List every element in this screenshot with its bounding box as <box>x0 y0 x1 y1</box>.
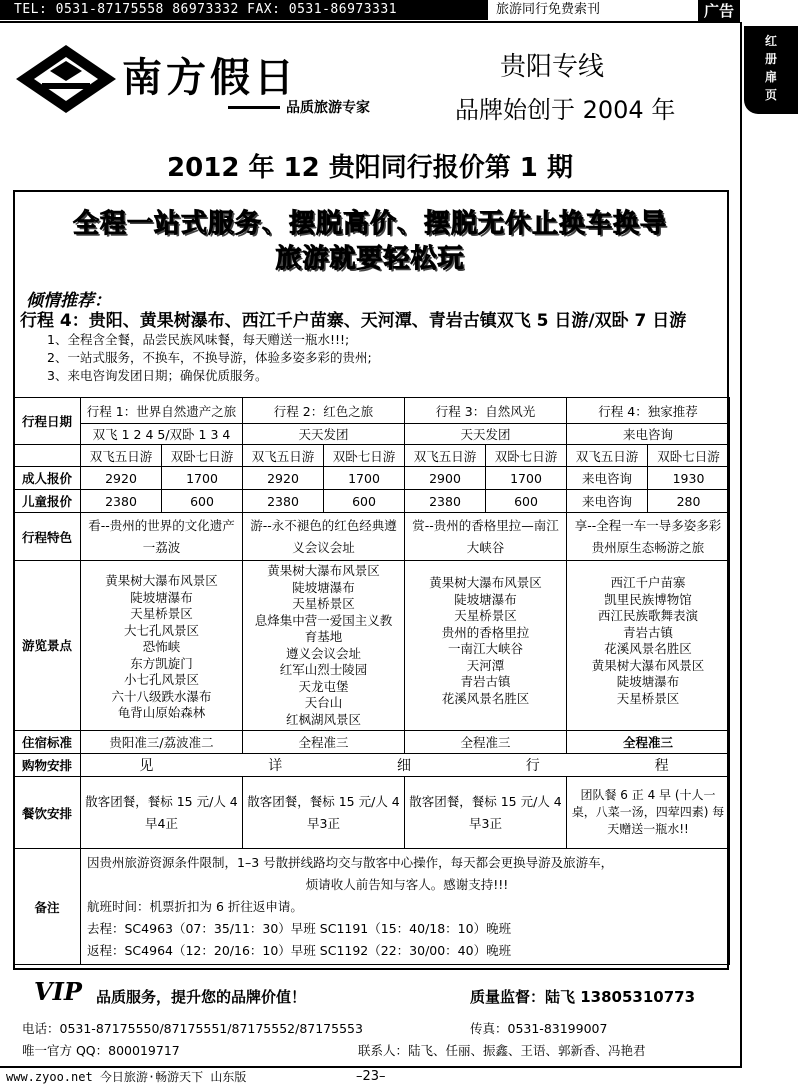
feature-cell: 看--贵州的世界的文化遗产一荔波 <box>81 513 243 561</box>
hotel-cell: 全程准三 <box>567 731 730 754</box>
price-cell: 2380 <box>81 490 162 513</box>
spot-item: 陡坡塘瀑布 <box>454 591 517 607</box>
table-row <box>14 849 730 965</box>
side-tab <box>744 26 798 114</box>
shopping-word: 细 <box>396 758 413 774</box>
spot-item: 红枫湖风景区 <box>285 711 361 727</box>
tagline-rule <box>228 106 280 109</box>
spot-item: 天星桥景区 <box>292 596 355 611</box>
route-departure: 天天发团 <box>243 424 405 445</box>
spot-item: 凯里民族博物馆 <box>604 591 692 607</box>
subhead-cell: 双飞五日游 <box>243 445 324 467</box>
price-cell: 600 <box>162 490 243 513</box>
fax-number: 传真：0531-83199007 <box>470 1021 608 1036</box>
meal-cell: 散客团餐，餐标 15 元/人 4早3正 <box>405 777 567 849</box>
subhead-cell: 双卧七日游 <box>324 445 405 467</box>
hotel-cell: 全程准三 <box>405 731 567 754</box>
spot-item: 贵州的香格里拉 <box>441 624 530 640</box>
note-line: 航班时间：机票折扣为 6 折往返申请。 <box>87 898 303 914</box>
feature-cell: 赏--贵州的香格里拉—南江大峡谷 <box>405 513 567 561</box>
spot-item: 遵义会议会址 <box>285 645 361 661</box>
note-line: 烦请收人前告知与客人。感谢支持!!! <box>305 876 509 892</box>
route-name: 行程 1：世界自然遗产之旅 <box>81 398 243 424</box>
spot-item: 陡坡塘瀑布 <box>292 579 355 595</box>
table-row <box>14 731 730 754</box>
price-cell: 来电咨询 <box>567 490 648 513</box>
recommend-points <box>47 331 372 385</box>
spot-item: 黄果树大瀑布风景区 <box>429 575 542 590</box>
route-title: 贵阳专线 <box>500 52 605 82</box>
spot-item: 东方凯旋门 <box>130 655 193 671</box>
issue-title: 2012 年 12 贵阳同行报价第 1 期 <box>167 153 573 183</box>
meal-cell: 散客团餐，餐标 15 元/人 4早4正 <box>81 777 243 849</box>
row-header-schedule: 行程日期 <box>14 398 81 445</box>
site-footer: www.zyoo.net 今日旅游·畅游天下 山东版 <box>6 1070 247 1084</box>
price-cell: 1700 <box>486 467 567 490</box>
side-tab-char: 页 <box>764 88 777 102</box>
spot-item: 恐怖峡 <box>142 639 181 654</box>
quality-supervisor: 质量监督：陆飞 13805310773 <box>470 988 696 1006</box>
spot-item: 天龙屯堡 <box>298 678 349 694</box>
note-line: 因贵州旅游资源条件限制，1–3 号散拼线路均交与散客中心操作，每天都会更换导游及旅游车， <box>87 854 614 870</box>
spots-cell <box>81 561 243 731</box>
spot-item: 大七孔风景区 <box>123 622 199 638</box>
hotel-cell: 全程准三 <box>243 731 405 754</box>
side-tab-char: 扉 <box>764 70 777 84</box>
price-cell: 来电咨询 <box>567 467 648 490</box>
subhead-cell: 双飞五日游 <box>81 445 162 467</box>
recommend-title: 倾情推荐： <box>26 291 111 311</box>
price-cell: 2380 <box>405 490 486 513</box>
route-departure: 天天发团 <box>405 424 567 445</box>
shopping-word: 行 <box>525 758 542 774</box>
spot-item: 青岩古镇 <box>622 624 673 640</box>
subhead-cell: 双卧七日游 <box>162 445 243 467</box>
spot-item: 西江千户苗寨 <box>610 575 686 590</box>
spot-item: 西江民族歌舞表演 <box>597 608 698 623</box>
feature-cell: 享--全程一车一导多姿多彩贵州原生态畅游之旅 <box>567 513 730 561</box>
price-cell: 1700 <box>162 467 243 490</box>
recommend-point: 2、一站式服务，不换车，不换导游，体验多姿多彩的贵州; <box>47 350 372 365</box>
row-header-meal: 餐饮安排 <box>14 777 81 849</box>
route-name: 行程 4：独家推荐 <box>567 398 730 424</box>
price-cell: 2920 <box>243 467 324 490</box>
subhead-cell: 双卧七日游 <box>648 445 730 467</box>
row-header-child: 儿童报价 <box>14 490 81 513</box>
spot-item: 陡坡塘瀑布 <box>616 674 680 689</box>
banner-line-2: 旅游就要轻松玩 <box>275 244 465 274</box>
price-cell: 2920 <box>81 467 162 490</box>
subhead-cell: 双卧七日游 <box>486 445 567 467</box>
spot-item: 花溪风景名胜区 <box>441 690 530 706</box>
spot-item: 黄果树大瀑布风景区 <box>105 573 218 588</box>
spot-item: 天星桥景区 <box>616 690 680 706</box>
notes-cell <box>81 849 730 965</box>
route-name: 行程 2：红色之旅 <box>243 398 405 424</box>
spot-item: 小七孔风景区 <box>123 672 199 687</box>
route-departure: 双飞 1 2 4 5/双卧 1 3 4 <box>81 424 243 445</box>
shopping-word: 详 <box>268 758 285 774</box>
spot-item: 一南江大峡谷 <box>447 641 523 656</box>
side-tab-char: 红 <box>764 34 777 48</box>
spots-cell <box>243 561 405 731</box>
note-line: 去程：SC4963（07：35/11：30）早班 SC1191（15：40/18：10）晚班 <box>87 920 512 936</box>
brand-logo-icon <box>12 43 120 115</box>
recommend-point: 3、来电咨询发团日期；确保优质服务。 <box>47 368 268 383</box>
ad-label: 广告 <box>698 0 740 22</box>
page-number: –23– <box>356 1069 386 1084</box>
recommend-point: 1、全程含全餐，品尝民族风味餐，每天赠送一瓶水!!!; <box>47 332 350 347</box>
contact-persons: 联系人：陆飞、任丽、振鑫、王语、郭新香、冯艳君 <box>358 1043 646 1058</box>
spot-item: 育基地 <box>304 629 343 644</box>
blank-cell <box>14 445 81 467</box>
table-row <box>14 513 730 561</box>
spot-item: 花溪风景名胜区 <box>604 641 692 656</box>
table-row <box>14 490 730 513</box>
row-header-hotel: 住宿标准 <box>14 731 81 754</box>
price-table <box>13 397 730 965</box>
price-cell: 600 <box>324 490 405 513</box>
route-departure: 来电咨询 <box>567 424 730 445</box>
phone-numbers: 电话：0531-87175550/87175551/87175552/87175553 <box>22 1021 363 1036</box>
spot-item: 陡坡塘瀑布 <box>130 589 193 605</box>
spot-item: 天河潭 <box>466 657 505 673</box>
shopping-word: 见 <box>139 758 156 774</box>
vip-slogan: 品质服务，提升您的品牌价值！ <box>96 988 307 1006</box>
table-row <box>14 754 730 777</box>
spots-cell <box>567 561 730 731</box>
brand-name: 南方假日 <box>122 54 298 101</box>
shopping-word: 程 <box>654 758 671 774</box>
spot-item: 青岩古镇 <box>460 674 511 689</box>
brand-since: 品牌始创于 2004 年 <box>455 96 676 124</box>
row-header-notes: 备注 <box>14 849 81 965</box>
feature-cell: 游--永不褪色的红色经典遵义会议会址 <box>243 513 405 561</box>
row-header-feature: 行程特色 <box>14 513 81 561</box>
table-row <box>14 398 730 424</box>
brand-tagline: 品质旅游专家 <box>286 100 370 116</box>
shopping-cell <box>81 754 730 777</box>
spot-item: 龟背山原始森林 <box>117 705 206 720</box>
row-header-shopping: 购物安排 <box>14 754 81 777</box>
row-header-adult: 成人报价 <box>14 467 81 490</box>
spot-item: 天星桥景区 <box>454 608 517 623</box>
route-name: 行程 3：自然风光 <box>405 398 567 424</box>
spot-item: 天星桥景区 <box>130 606 193 621</box>
spot-item: 六十八级跌水瀑布 <box>111 688 212 704</box>
top-rule <box>0 21 740 23</box>
price-cell: 280 <box>648 490 730 513</box>
price-cell: 600 <box>486 490 567 513</box>
subhead-cell: 双飞五日游 <box>405 445 486 467</box>
magazine-name: 旅游同行免费索刊 <box>496 2 601 17</box>
side-tab-char: 册 <box>764 52 777 66</box>
table-row <box>14 561 730 731</box>
spots-cell <box>405 561 567 731</box>
table-row <box>14 445 730 467</box>
spot-item: 红军山烈士陵园 <box>279 662 368 677</box>
row-header-spots: 游览景点 <box>14 561 81 731</box>
official-qq: 唯一官方 QQ：800019717 <box>22 1043 180 1058</box>
top-contact: TEL: 0531-87175558 86973332 FAX: 0531-86973331 <box>0 0 488 20</box>
banner-line-1: 全程一站式服务、摆脱高价、摆脱无休止换车换导 <box>72 209 667 239</box>
subhead-cell: 双飞五日游 <box>567 445 648 467</box>
spot-item: 天台山 <box>304 695 343 710</box>
meal-cell: 散客团餐，餐标 15 元/人 4早3正 <box>243 777 405 849</box>
price-cell: 2900 <box>405 467 486 490</box>
top-strip <box>0 0 800 22</box>
price-cell: 2380 <box>243 490 324 513</box>
spot-item: 黄果树大瀑布风景区 <box>591 657 705 673</box>
note-line: 返程：SC4964（12：20/16：10）早班 SC1192（22：30/00：40）晚班 <box>87 942 512 958</box>
vip-label: VIP <box>34 977 82 1006</box>
price-cell: 1700 <box>324 467 405 490</box>
right-frame-rule <box>740 22 742 1067</box>
hotel-cell: 贵阳准三/荔波准二 <box>81 731 243 754</box>
price-cell: 1930 <box>648 467 730 490</box>
spot-item: 息烽集中营一爱国主义教 <box>254 612 393 628</box>
recommend-route: 行程 4：贵阳、黄果树瀑布、西江千户苗寨、天河潭、青岩古镇双飞 5 日游/双卧 7 日游 <box>20 311 687 331</box>
table-row <box>14 424 730 445</box>
table-row <box>14 777 730 849</box>
spot-item: 黄果树大瀑布风景区 <box>267 563 380 578</box>
table-row <box>14 467 730 490</box>
meal-cell: 团队餐 6 正 4 早 (十人一桌，八菜一汤，四荤四素) 每天赠送一瓶水!! <box>567 777 730 849</box>
